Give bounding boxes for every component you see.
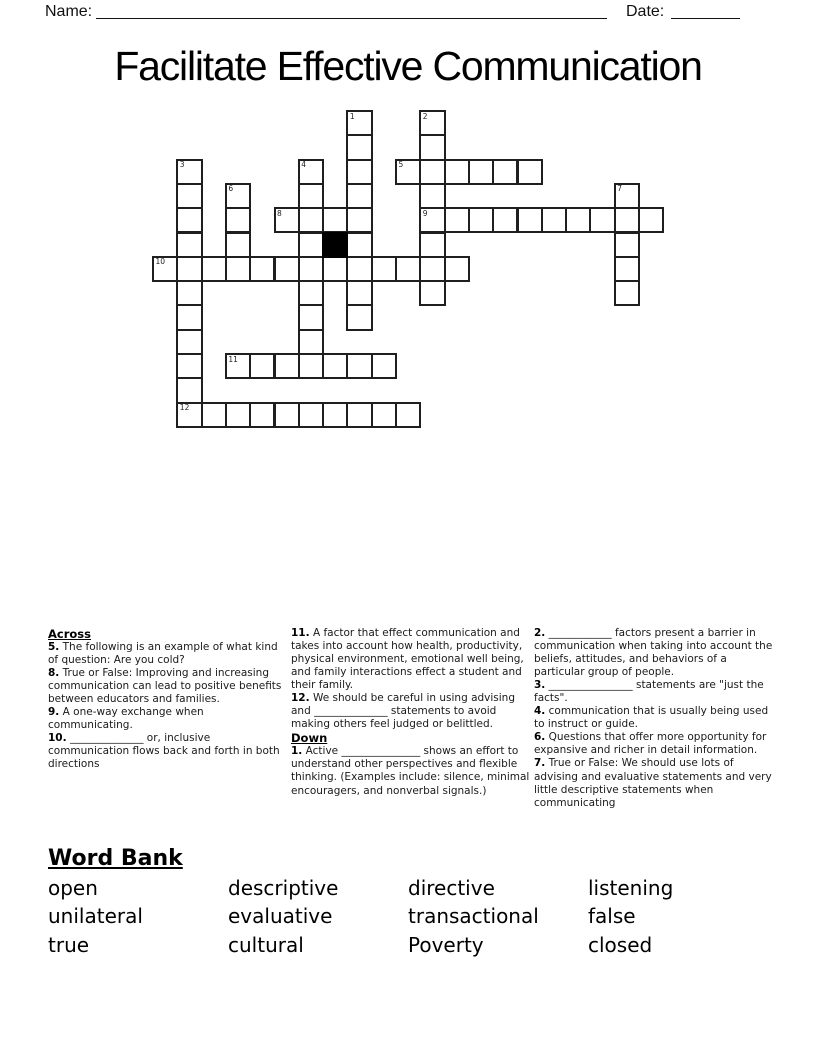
crossword-black-cell <box>322 232 348 258</box>
cell-number: 11 <box>228 354 238 364</box>
crossword-cell <box>298 280 324 306</box>
crossword-cell <box>346 134 372 160</box>
clue-heading-down: Down <box>291 731 328 746</box>
clue-number: 6. <box>534 731 546 744</box>
crossword-cell <box>225 256 251 282</box>
clue-column <box>534 627 774 810</box>
crossword-cell <box>176 377 202 403</box>
crossword-cell <box>249 256 275 282</box>
cell-number: 3 <box>179 160 185 170</box>
clue-column <box>291 627 531 798</box>
crossword-cell <box>371 256 397 282</box>
clue-item: 8. True or False: Improving and increasing communication can lead to positive benefits between educators and families. <box>48 667 282 706</box>
clue-item: 3. ________________ statements are "just the facts". <box>534 679 764 705</box>
word-bank-item: directive <box>408 876 495 900</box>
name-label: Name: <box>45 3 93 20</box>
crossword-cell <box>346 110 372 136</box>
crossword-cell <box>298 256 324 282</box>
crossword-cell <box>152 256 178 282</box>
word-bank <box>48 874 768 959</box>
crossword-cell <box>614 280 640 306</box>
clue-item: 5. The following is an example of what kind of question: Are you cold? <box>48 641 278 667</box>
crossword-cell <box>298 207 324 233</box>
clue-number: 4. <box>534 705 546 718</box>
crossword-cell <box>444 159 470 185</box>
crossword-cell <box>322 353 348 379</box>
word-bank-item: listening <box>588 876 674 900</box>
clue-item: 6. Questions that offer more opportunity for expansive and richer in detail information. <box>534 731 767 757</box>
word-bank-heading: Word Bank <box>48 846 183 871</box>
name-blank-line <box>96 18 607 19</box>
crossword-cell <box>346 256 372 282</box>
crossword-cell <box>249 353 275 379</box>
word-bank-item: true <box>48 932 90 957</box>
crossword-cell <box>419 183 445 209</box>
cell-number: 6 <box>228 184 234 194</box>
crossword-cell <box>614 183 640 209</box>
cell-number: 9 <box>422 208 428 218</box>
crossword-cell <box>419 159 445 185</box>
crossword-cell <box>638 207 664 233</box>
crossword-cell <box>298 353 324 379</box>
crossword-cell <box>225 207 251 233</box>
crossword-cell <box>614 232 640 258</box>
date-label: Date: <box>626 3 665 20</box>
crossword-cell <box>298 402 324 428</box>
crossword-cell <box>395 402 421 428</box>
crossword-cell <box>419 110 445 136</box>
word-bank-item: evaluative <box>228 904 333 929</box>
crossword-cell <box>298 329 324 355</box>
crossword-cell <box>419 207 445 233</box>
crossword-cell <box>274 402 300 428</box>
crossword-cell <box>565 207 591 233</box>
crossword-cell <box>346 207 372 233</box>
clue-item: 12. We should be careful in using advising and ______________ statements to avoid making others feel judged or belittled. <box>291 692 516 731</box>
clue-number: 10. <box>48 732 67 745</box>
crossword-cell <box>176 207 202 233</box>
clue-number: 5. <box>48 641 60 653</box>
crossword-cell <box>614 207 640 233</box>
crossword-cell <box>298 304 324 330</box>
clue-number: 7. <box>534 757 546 770</box>
crossword-cell <box>176 159 202 185</box>
clue-number: 12. <box>291 692 310 705</box>
crossword-cell <box>468 207 494 233</box>
clue-heading-across: Across <box>48 627 91 641</box>
crossword-cell <box>176 304 202 330</box>
word-bank-item: false <box>588 904 636 929</box>
crossword-cell <box>517 159 543 185</box>
word-bank-item: unilateral <box>48 904 143 929</box>
clue-number: 1. <box>291 745 303 758</box>
crossword-cell <box>492 207 518 233</box>
word-bank-item: transactional <box>408 904 539 929</box>
crossword-cell <box>419 280 445 306</box>
clue-item: 2. ____________ factors present a barrier in communication when taking into account the beliefs, attitudes, and behaviors of a particular group of people. <box>534 627 773 679</box>
clue-number: 3. <box>534 679 546 692</box>
cell-number: 7 <box>617 184 622 194</box>
clue-item: 9. A one-way exchange when communicating. <box>48 706 204 732</box>
clue-item: 7. True or False: We should use lots of advising and evaluative statements and very little descriptive statements when communicating <box>534 757 772 809</box>
clue-number: 9. <box>48 706 60 719</box>
crossword-cell <box>225 353 251 379</box>
word-bank-item: Poverty <box>408 932 484 957</box>
page-title: Facilitate Effective Communication <box>114 43 702 89</box>
crossword-cell <box>371 353 397 379</box>
cell-number: 4 <box>301 160 307 170</box>
crossword-cell <box>298 183 324 209</box>
word-bank-item: closed <box>588 932 653 957</box>
crossword-cell <box>444 256 470 282</box>
crossword-cell <box>589 207 615 233</box>
crossword-cell <box>419 256 445 282</box>
crossword-cell <box>322 207 348 233</box>
crossword-cell <box>201 402 227 428</box>
crossword-cell <box>298 232 324 258</box>
crossword-cell <box>274 256 300 282</box>
cell-number: 12 <box>179 403 190 413</box>
cell-number: 8 <box>277 208 282 218</box>
crossword-cell <box>346 232 372 258</box>
crossword-cell <box>541 207 567 233</box>
crossword-cell <box>346 159 372 185</box>
crossword-cell <box>468 159 494 185</box>
crossword-cell <box>225 183 251 209</box>
crossword-cell <box>346 304 372 330</box>
clue-column <box>48 627 288 771</box>
crossword-cell <box>346 353 372 379</box>
crossword-cell <box>249 402 275 428</box>
crossword-cell <box>346 183 372 209</box>
word-bank-item: cultural <box>228 932 304 957</box>
crossword-cell <box>176 256 202 282</box>
word-bank-item: descriptive <box>228 876 339 900</box>
crossword-cell <box>176 232 202 258</box>
clue-item: 1. Active _______________ shows an effort to understand other perspectives and flexible thinking. (Examples include: silence, minimal encouragers, and nonverbal signals.) <box>291 745 530 797</box>
clue-number: 8. <box>48 667 60 680</box>
crossword-cell <box>395 256 421 282</box>
clue-item: 4. communication that is usually being used to instruct or guide. <box>534 705 769 731</box>
crossword-cell <box>176 353 202 379</box>
crossword-cell <box>225 402 251 428</box>
clue-number: 11. <box>291 627 310 639</box>
crossword-cell <box>274 207 300 233</box>
clue-item: 10. ______________ or, inclusive communication flows back and forth in both directions <box>48 732 280 771</box>
crossword-cell <box>419 232 445 258</box>
crossword-cell <box>225 232 251 258</box>
crossword-cell <box>395 159 421 185</box>
cell-number: 10 <box>155 257 166 267</box>
crossword-cell <box>274 353 300 379</box>
crossword-cell <box>517 207 543 233</box>
crossword-cell <box>176 280 202 306</box>
cell-number: 2 <box>422 111 428 121</box>
cell-number: 1 <box>349 111 355 121</box>
crossword-cell <box>346 280 372 306</box>
crossword-cell <box>201 256 227 282</box>
date-blank-line <box>671 18 740 19</box>
cell-number: 5 <box>398 160 404 170</box>
crossword-cell <box>346 402 372 428</box>
crossword-cell <box>322 256 348 282</box>
crossword-cell <box>176 329 202 355</box>
clue-item: 11. A factor that effect communication and takes into account how health, productivity, physical environment, emotional well being, and family interactions effect a student and their family. <box>291 627 524 692</box>
crossword-cell <box>492 159 518 185</box>
crossword-cell <box>298 159 324 185</box>
crossword-cell <box>371 402 397 428</box>
crossword-cell <box>176 183 202 209</box>
clue-number: 2. <box>534 627 546 639</box>
crossword-cell <box>176 402 202 428</box>
word-bank-item: open <box>48 876 98 900</box>
crossword-cell <box>444 207 470 233</box>
crossword-cell <box>419 134 445 160</box>
crossword-cell <box>614 256 640 282</box>
crossword-cell <box>322 402 348 428</box>
